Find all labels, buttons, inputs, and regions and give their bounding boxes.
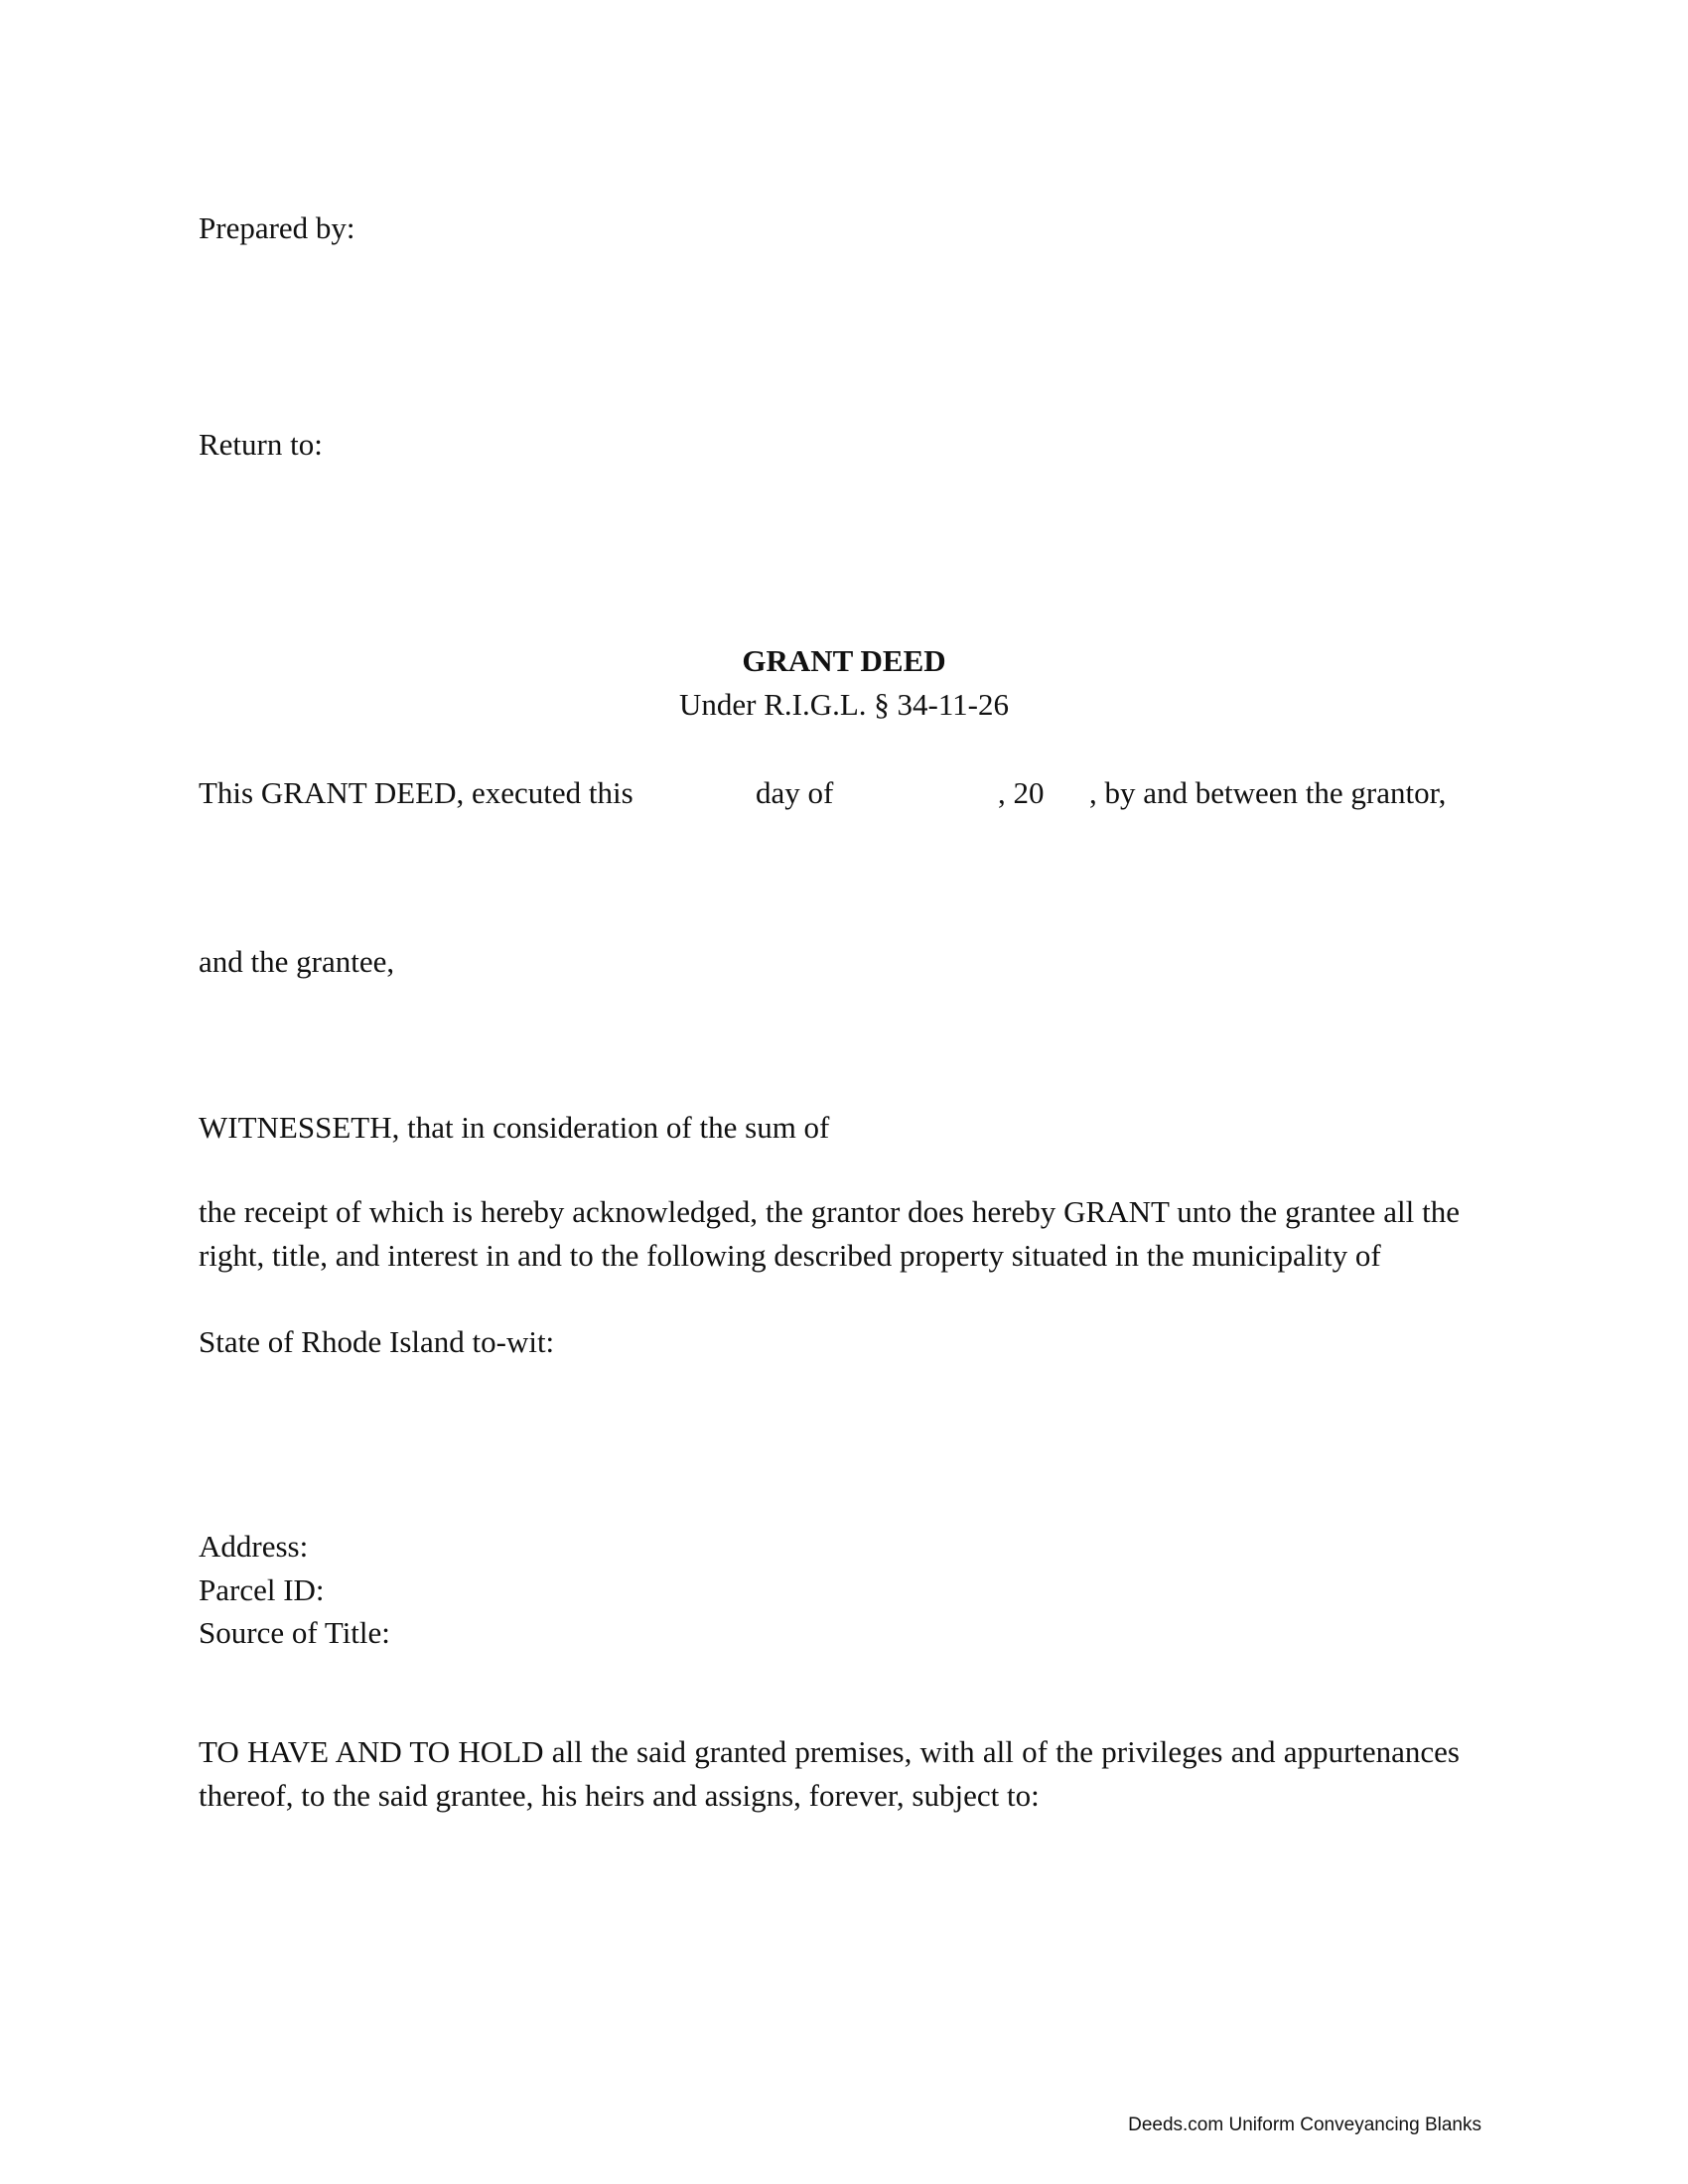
execution-text-3: , 20 (998, 775, 1045, 810)
parcel-id-label: Parcel ID: (199, 1572, 325, 1607)
grant-clause: the receipt of which is hereby acknowledged, the grantor does hereby GRANT unto the grantee all the right, title, and interest in and to the following described property situated in the municipality of (199, 1194, 1460, 1273)
execution-text-2: day of (756, 775, 834, 810)
witnesseth-clause: WITNESSETH, that in consideration of the sum of (199, 1110, 830, 1145)
state-line: State of Rhode Island to-wit: (199, 1324, 555, 1359)
statute-reference: Under R.I.G.L. § 34-11-26 (678, 687, 1010, 722)
execution-text-4: , by and between the grantor, (1089, 775, 1447, 810)
return-to-label: Return to: (199, 427, 323, 462)
footer-credit: Deeds.com Uniform Conveyancing Blanks (1128, 2115, 1481, 2135)
prepared-by-label: Prepared by: (199, 210, 355, 245)
grantee-line: and the grantee, (199, 944, 395, 979)
address-label: Address: (199, 1529, 309, 1564)
document-title: GRANT DEED (742, 643, 946, 678)
execution-text-1: This GRANT DEED, executed this (199, 775, 633, 810)
habendum-clause: TO HAVE AND TO HOLD all the said granted premises, with all of the privileges and appurtenances thereof, to the said grantee, his heirs and assigns, forever, subject to: (199, 1734, 1460, 1813)
source-of-title-label: Source of Title: (199, 1615, 390, 1650)
